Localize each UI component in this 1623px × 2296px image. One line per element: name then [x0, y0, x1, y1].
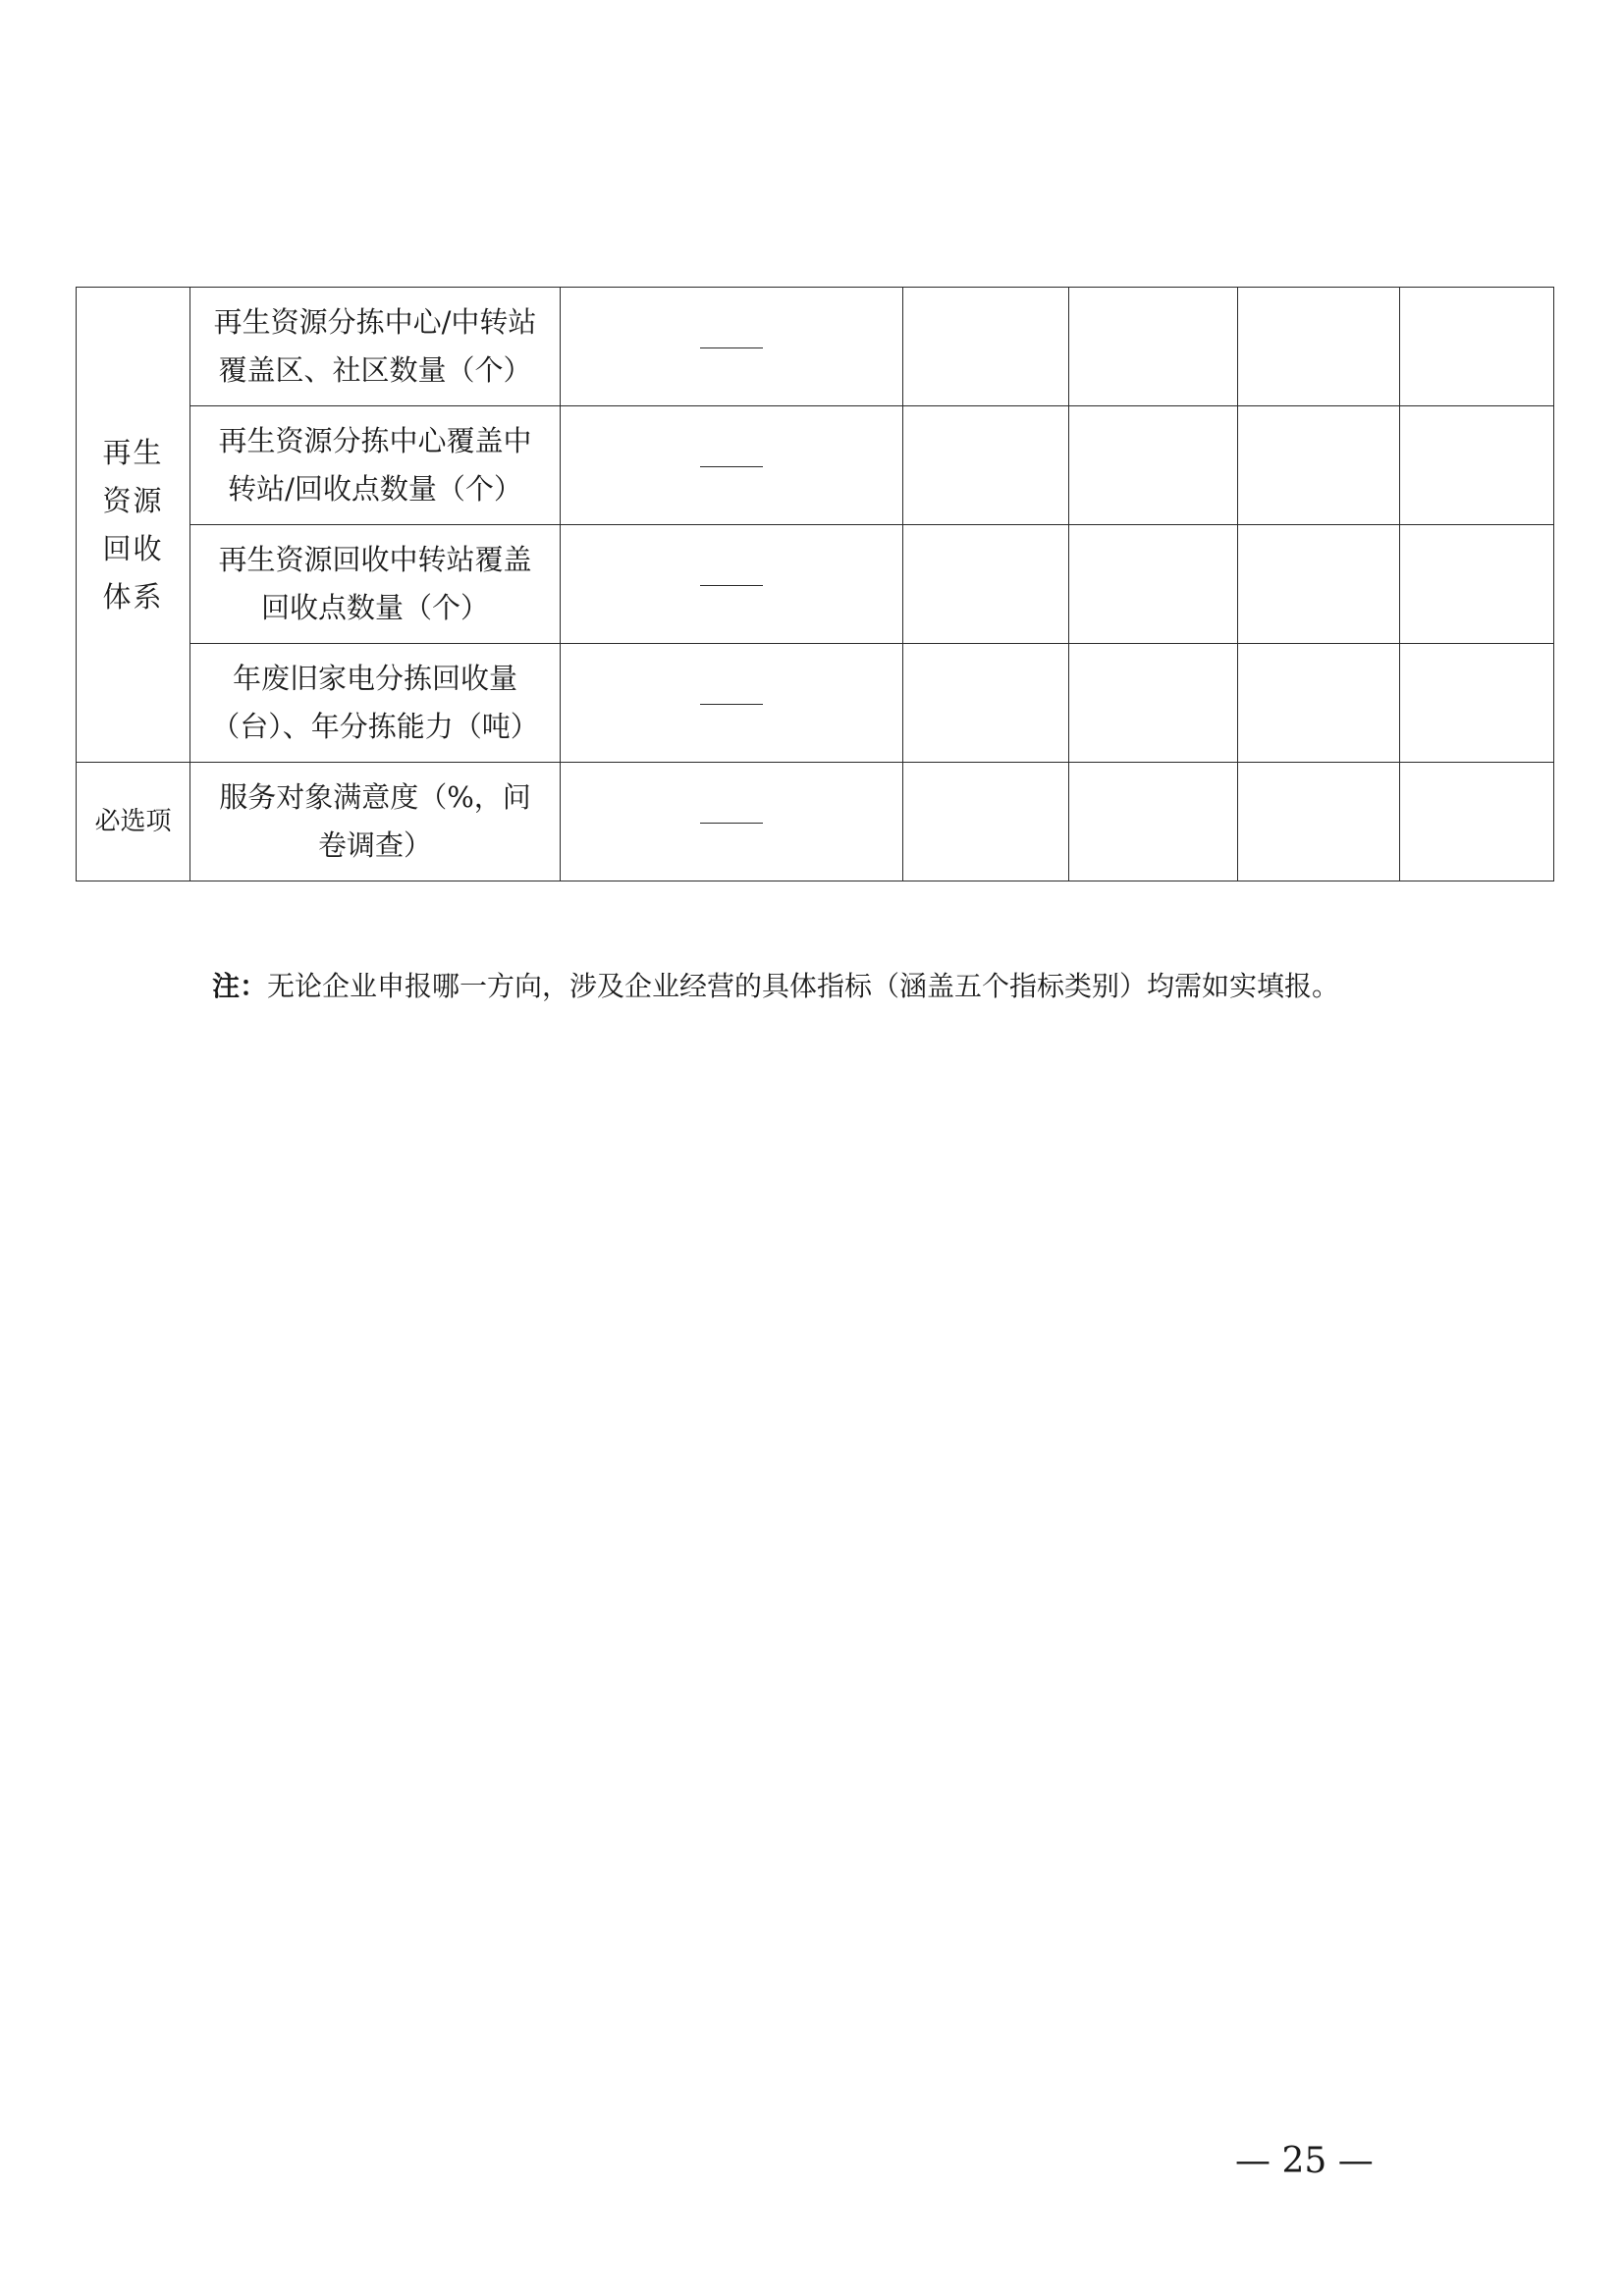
dash-cell	[561, 644, 903, 763]
empty-cell	[903, 525, 1069, 644]
empty-cell	[903, 644, 1069, 763]
indicator-line: 卷调查）	[317, 828, 432, 862]
category-label-line: 回收	[102, 531, 164, 565]
empty-cell	[1069, 525, 1238, 644]
indicator-table	[76, 287, 1554, 881]
indicator-cell	[190, 644, 561, 763]
footnote-text: 无论企业申报哪一方向，涉及企业经营的具体指标（涵盖五个指标类别）均需如实填报。	[267, 970, 1340, 1002]
required-label-cell: 必选项	[77, 763, 190, 881]
empty-cell	[1400, 406, 1554, 525]
empty-cell	[1238, 525, 1400, 644]
dash-mark	[700, 347, 763, 348]
indicator-line: 年废旧家电分拣回收量	[232, 662, 517, 695]
indicator-cell	[190, 525, 561, 644]
indicator-line: 覆盖区、社区数量（个）	[218, 353, 532, 387]
dash-mark	[700, 585, 763, 586]
category-label-line: 再生	[102, 435, 164, 469]
dash-mark	[700, 466, 763, 467]
category-cell	[77, 288, 190, 763]
indicator-line: （台）、年分拣能力（吨）	[211, 710, 539, 743]
empty-cell	[1238, 763, 1400, 881]
table-row	[77, 763, 1554, 881]
table-row	[77, 525, 1554, 644]
table-row	[77, 288, 1554, 406]
footnote	[212, 967, 1339, 1006]
table-row	[77, 644, 1554, 763]
empty-cell	[1400, 763, 1554, 881]
empty-cell	[1069, 644, 1238, 763]
indicator-line: 转站/回收点数量（个）	[228, 472, 522, 506]
category-label-line: 资源	[102, 483, 164, 517]
empty-cell	[1238, 406, 1400, 525]
page-number: — 25 —	[1235, 2141, 1374, 2181]
indicator-cell	[190, 406, 561, 525]
empty-cell	[1238, 644, 1400, 763]
indicator-line: 回收点数量（个）	[260, 591, 489, 624]
empty-cell	[1069, 763, 1238, 881]
empty-cell	[903, 288, 1069, 406]
empty-cell	[1400, 288, 1554, 406]
dash-cell	[561, 763, 903, 881]
indicator-cell	[190, 288, 561, 406]
empty-cell	[1400, 525, 1554, 644]
indicator-line: 服务对象满意度（%，问	[219, 780, 531, 814]
indicator-line: 再生资源分拣中心/中转站	[213, 305, 537, 339]
dash-cell	[561, 525, 903, 644]
dash-mark	[700, 823, 763, 824]
indicator-line: 再生资源分拣中心覆盖中	[218, 424, 532, 457]
empty-cell	[903, 406, 1069, 525]
table-row	[77, 406, 1554, 525]
dash-cell	[561, 288, 903, 406]
footnote-label: 注：	[212, 970, 268, 1002]
dash-mark	[700, 704, 763, 705]
indicator-cell	[190, 763, 561, 881]
dash-cell	[561, 406, 903, 525]
empty-cell	[1069, 288, 1238, 406]
category-label-line: 体系	[102, 579, 164, 614]
empty-cell	[1238, 288, 1400, 406]
empty-cell	[1400, 644, 1554, 763]
empty-cell	[903, 763, 1069, 881]
empty-cell	[1069, 406, 1238, 525]
indicator-line: 再生资源回收中转站覆盖	[218, 543, 532, 576]
